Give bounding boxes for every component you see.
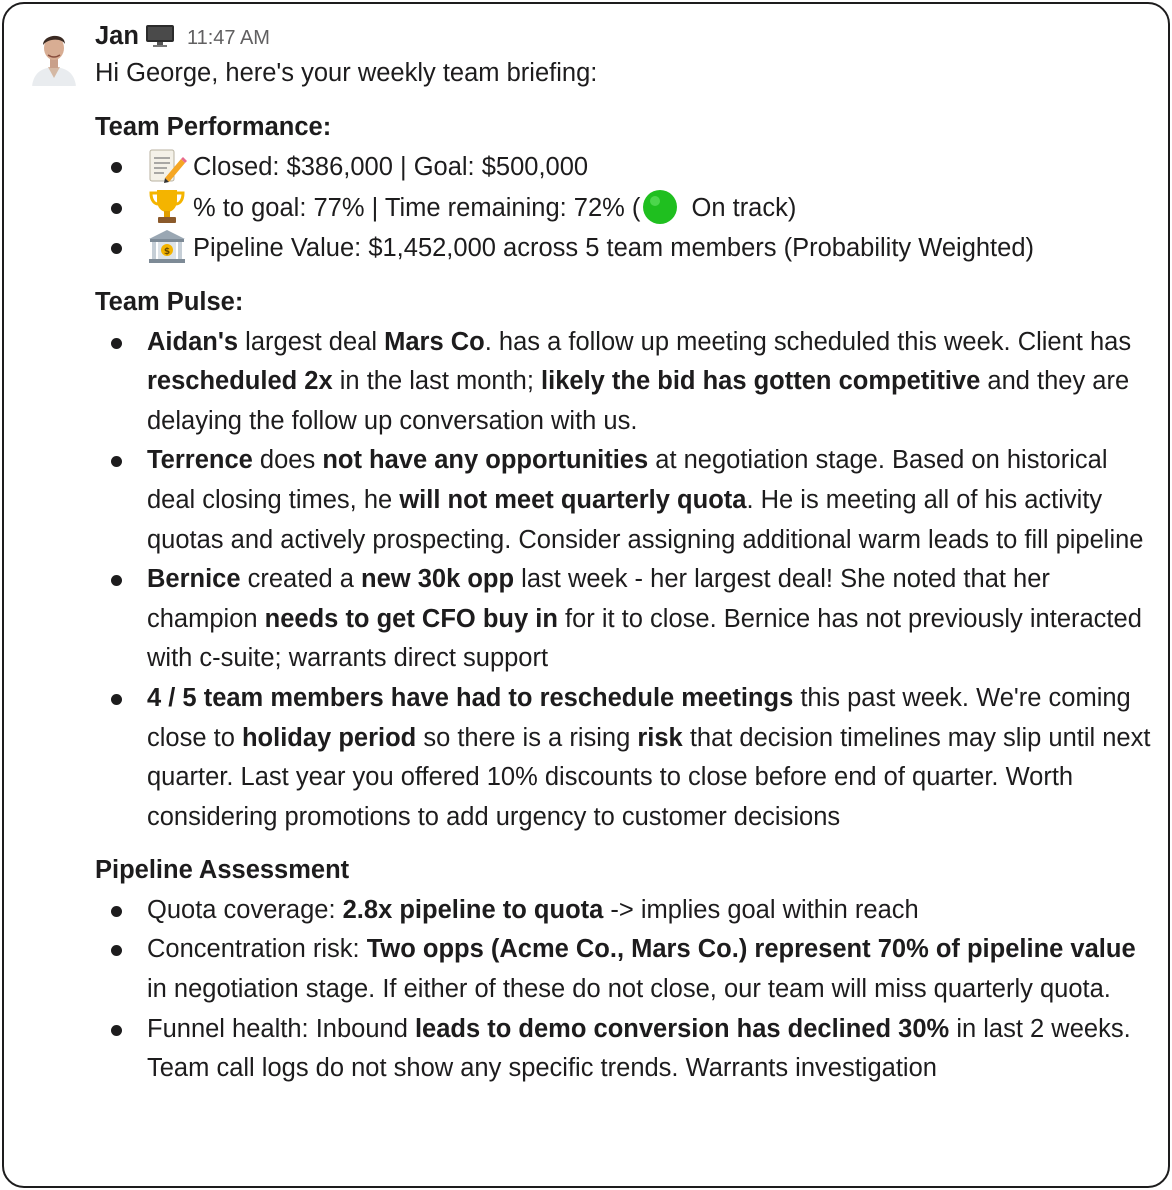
- bold-text: holiday period: [241, 723, 417, 752]
- memo-icon: [147, 147, 187, 183]
- bold-text: 4 / 5 team members have had to reschedule meetings: [147, 683, 794, 712]
- bold-text: Mars Co: [384, 327, 485, 356]
- text-segment: Funnel health: Inbound: [147, 1014, 415, 1043]
- timestamp[interactable]: 11:47 AM: [186, 27, 270, 49]
- list-item: [95, 228, 1155, 269]
- sender-name[interactable]: Jan: [95, 22, 139, 50]
- text-segment: for it to close. Bernice has not previously interacted with c-suite; warrants direct support: [147, 604, 1142, 673]
- bullet: [111, 162, 122, 173]
- text-segment: and they are delaying the follow up conversation with us.: [147, 367, 1130, 435]
- bold-text: will not meet quarterly quota: [399, 485, 747, 514]
- bold-text: 2.8x pipeline to quota: [342, 895, 604, 924]
- text-segment: at negotiation stage. Based on historical deal closing times, he: [147, 446, 1108, 514]
- pipeline-item-text: [147, 935, 1136, 1003]
- trophy-icon: [147, 188, 187, 224]
- text-segment: largest deal: [238, 327, 385, 356]
- bold-text: Terrence: [147, 446, 253, 475]
- text-segment: so there is a rising: [416, 723, 638, 752]
- text-segment: created a: [240, 565, 362, 594]
- green-circle-icon: [642, 189, 678, 225]
- pulse-item-text: [147, 328, 1131, 435]
- list-item: [95, 323, 1155, 442]
- bold-text: Aidan's: [147, 327, 239, 356]
- avatar[interactable]: [26, 18, 82, 86]
- text-segment: that decision timelines may slip until next quarter. Last year you offered 10% discounts to close before end of quarter. Worth considering promotions to add urgency to customer decisions: [147, 723, 1151, 831]
- bullet: [111, 456, 122, 467]
- text-segment: this past week. We're coming close to: [147, 683, 1131, 752]
- svg-text:$: $: [163, 247, 171, 258]
- pulse-item-text: [147, 565, 1142, 672]
- text-segment: in negotiation stage. If either of these do not close, our team will miss quarterly quota.: [147, 975, 1111, 1004]
- bullet: [111, 694, 122, 705]
- bold-text: likely the bid has gotten competitive: [541, 367, 981, 396]
- avatar-image: [26, 18, 82, 86]
- text-segment: in last 2 weeks. Team call logs do not show any specific trends. Warrants investigation: [147, 1014, 1131, 1083]
- bold-text: not have any opportunities: [322, 446, 649, 475]
- bold-text: new 30k opp: [361, 565, 515, 594]
- list-item: [95, 891, 1155, 931]
- text-segment: . has a follow up meeting scheduled this week. Client has: [484, 327, 1132, 356]
- pipeline-list: [95, 891, 1155, 1089]
- bank-icon: [147, 228, 187, 264]
- list-item: [95, 679, 1155, 837]
- performance-list: [95, 147, 1155, 269]
- bold-text: rescheduled 2x: [147, 367, 333, 396]
- text-segment: last week - her largest deal! She noted that her champion: [147, 565, 1050, 633]
- bullet: [111, 338, 122, 349]
- bold-text: needs to get CFO buy in: [264, 604, 558, 633]
- text-segment: -> implies goal within reach: [603, 895, 919, 924]
- list-item: [95, 188, 1155, 229]
- bullet: [111, 203, 122, 214]
- bullet: [111, 243, 122, 254]
- pipeline-item-text: [147, 1015, 1131, 1083]
- bold-text: Bernice: [147, 565, 241, 594]
- message-header: [95, 18, 1155, 54]
- bullet: [111, 575, 122, 586]
- pipeline-item-text: [147, 896, 919, 924]
- bold-text: Two opps (Acme Co., Mars Co.) represent 70% of pipeline value: [366, 935, 1136, 964]
- goal-percent-text: % to goal: 77% | Time remaining: 72% (: [193, 193, 641, 222]
- text-segment: does: [252, 446, 323, 475]
- on-track-text: On track): [684, 193, 797, 222]
- text-segment: . He is meeting all of his activity quotas and actively prospecting. Consider assigning additional warm leads to fill pipeline: [147, 485, 1144, 554]
- section-title-performance: Team Performance:: [95, 112, 332, 141]
- bold-text: leads to demo conversion has declined 30%: [414, 1014, 950, 1043]
- pulse-item-text: [147, 684, 1150, 831]
- list-item: [95, 1010, 1155, 1089]
- list-item: [95, 441, 1155, 560]
- message-card: [2, 2, 1170, 1188]
- message-body: [95, 18, 1155, 1089]
- section-title-pulse: Team Pulse:: [95, 287, 244, 316]
- list-item: [95, 560, 1155, 679]
- list-item: [95, 147, 1155, 188]
- pipeline-value-text: Pipeline Value: $1,452,000 across 5 team members (Probability Weighted): [193, 234, 1035, 263]
- bold-text: risk: [637, 723, 683, 752]
- pulse-item-text: [147, 446, 1144, 553]
- pulse-list: [95, 323, 1155, 838]
- section-title-pipeline: Pipeline Assessment: [95, 856, 350, 885]
- closed-goal-text: Closed: $386,000 | Goal: $500,000: [193, 153, 589, 182]
- bullet: [111, 906, 122, 917]
- monitor-icon: [145, 22, 175, 46]
- list-item: [95, 930, 1155, 1009]
- bullet: [111, 945, 122, 956]
- bullet: [111, 1025, 122, 1036]
- text-segment: in the last month;: [332, 367, 542, 396]
- text-segment: Quota coverage:: [147, 895, 343, 924]
- text-segment: Concentration risk:: [147, 935, 367, 964]
- greeting-text: Hi George, here's your weekly team briefing:: [95, 59, 598, 87]
